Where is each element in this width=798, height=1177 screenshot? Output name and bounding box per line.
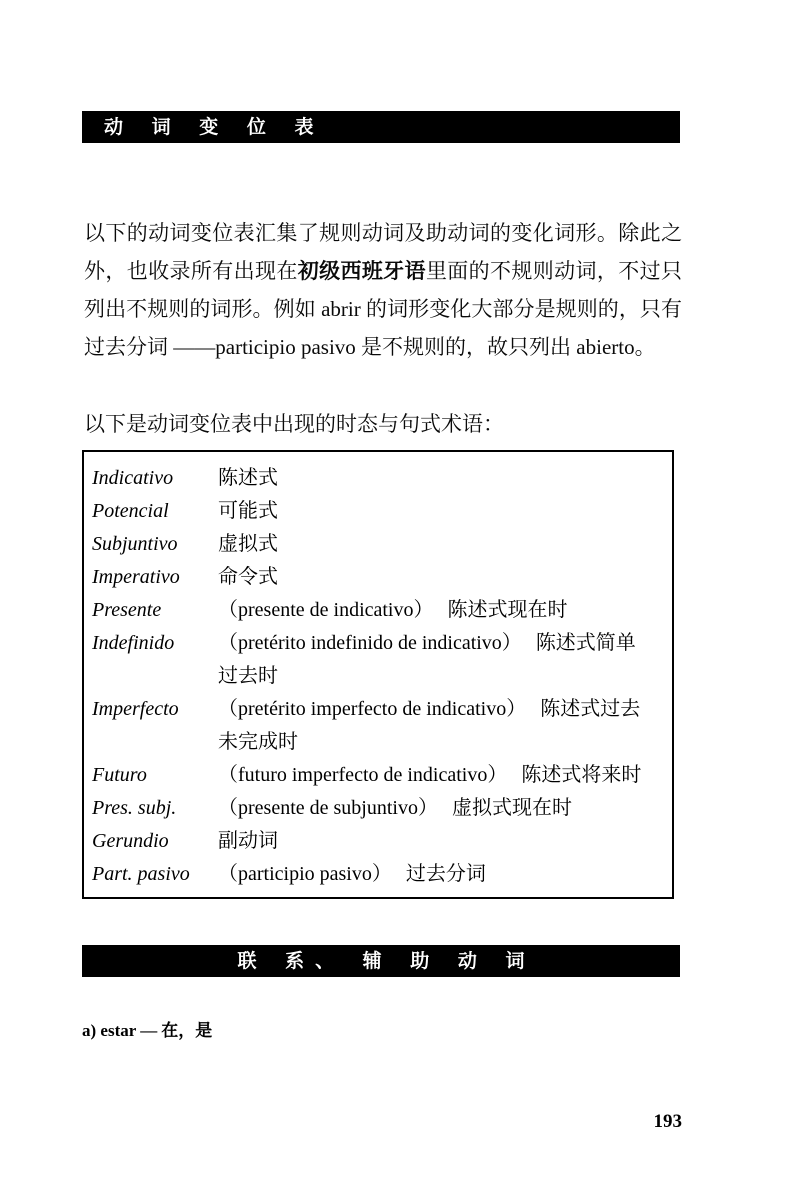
terminology-chinese-gloss: 陈述式过去	[540, 698, 641, 720]
terminology-row	[92, 561, 668, 594]
terminology-term: Imperfecto	[92, 698, 179, 720]
terminology-definition	[218, 495, 668, 528]
terminology-chinese-gloss: 副动词	[218, 830, 278, 852]
section-header-verb-conjugation-table: 动 词 变 位 表	[82, 111, 680, 143]
verb-entry-marker: a)	[82, 1021, 97, 1040]
terminology-term: Subjuntivo	[92, 533, 178, 555]
terminology-row	[92, 594, 668, 627]
terminology-definition	[218, 561, 668, 594]
terminology-definition	[218, 627, 668, 693]
section-header-linking-auxiliary-verbs: 联 系、 辅 助 动 词	[82, 945, 680, 977]
terminology-term: Pres. subj.	[92, 797, 177, 819]
intro-paragraph	[84, 214, 682, 366]
terminology-chinese-gloss: 虚拟式	[218, 533, 278, 555]
terminology-row	[92, 693, 668, 759]
terminology-spanish-gloss: （pretérito indefinido de indicativo）	[218, 632, 522, 654]
terminology-spanish-gloss: （presente de subjuntivo）	[218, 797, 438, 819]
terminology-term: Gerundio	[92, 830, 169, 852]
book-title-bold: 初级西班牙语	[297, 259, 426, 283]
terminology-chinese-gloss: 可能式	[218, 500, 278, 522]
terminology-term: Potencial	[92, 500, 169, 522]
terminology-term: Presente	[92, 599, 162, 621]
terminology-chinese-gloss-continued: 过去时	[218, 665, 278, 687]
verb-entry-headword: estar	[100, 1021, 137, 1040]
terminology-row	[92, 825, 668, 858]
intro-text-part1: 以下的动词变位表汇集了规则动词及助动词的变化词形。除此之外，也收录所有出现在	[84, 221, 682, 283]
terminology-definition	[218, 528, 668, 561]
terminology-definition	[218, 462, 668, 495]
terminology-spanish-gloss: （presente de indicativo）	[218, 599, 434, 621]
terminology-table	[82, 450, 674, 899]
terminology-definition	[218, 693, 668, 759]
terminology-row	[92, 627, 668, 693]
verb-entry-estar	[82, 1019, 212, 1043]
terminology-spanish-gloss: （pretérito imperfecto de indicativo）	[218, 698, 527, 720]
terminology-row	[92, 858, 668, 891]
page-number: 193	[653, 1111, 682, 1132]
terminology-definition	[218, 825, 668, 858]
terminology-definition	[218, 594, 668, 627]
terminology-chinese-gloss: 陈述式简单	[535, 632, 636, 654]
terminology-definition	[218, 858, 668, 891]
terminology-row	[92, 462, 668, 495]
terminology-chinese-gloss: 陈述式	[218, 467, 278, 489]
terminology-term: Imperativo	[92, 566, 180, 588]
terminology-row	[92, 792, 668, 825]
terminology-spanish-gloss: （futuro imperfecto de indicativo）	[218, 764, 508, 786]
terminology-chinese-gloss-continued: 未完成时	[218, 731, 298, 753]
terminology-chinese-gloss: 陈述式将来时	[521, 764, 642, 786]
terminology-chinese-gloss: 陈述式现在时	[447, 599, 568, 621]
terminology-chinese-gloss: 虚拟式现在时	[451, 797, 572, 819]
terminology-term: Part. pasivo	[92, 863, 190, 885]
terminology-chinese-gloss: 命令式	[218, 566, 278, 588]
terminology-row	[92, 528, 668, 561]
terminology-chinese-gloss: 过去分词	[405, 863, 486, 885]
terminology-term: Futuro	[92, 764, 147, 786]
terminology-row	[92, 495, 668, 528]
terminology-definition	[218, 759, 668, 792]
terminology-row-list	[92, 462, 668, 891]
verb-entry-dash: —	[140, 1021, 158, 1040]
terminology-term: Indicativo	[92, 467, 174, 489]
terminology-definition	[218, 792, 668, 825]
verb-entry-gloss: 在，是	[161, 1021, 213, 1040]
intro-text-part2: 里面的不规则动词，不过只列出不规则的词形。例如 abrir 的词形变化大部分是规则的，只有过去分词 ——participio pasivo 是不规则的，故只列出 abierto。	[84, 259, 683, 359]
terminology-term: Indefinido	[92, 632, 175, 654]
terminology-lead-text: 以下是动词变位表中出现的时态与句式术语：	[84, 412, 504, 436]
terminology-row	[92, 759, 668, 792]
terminology-spanish-gloss: （participio pasivo）	[218, 863, 392, 885]
